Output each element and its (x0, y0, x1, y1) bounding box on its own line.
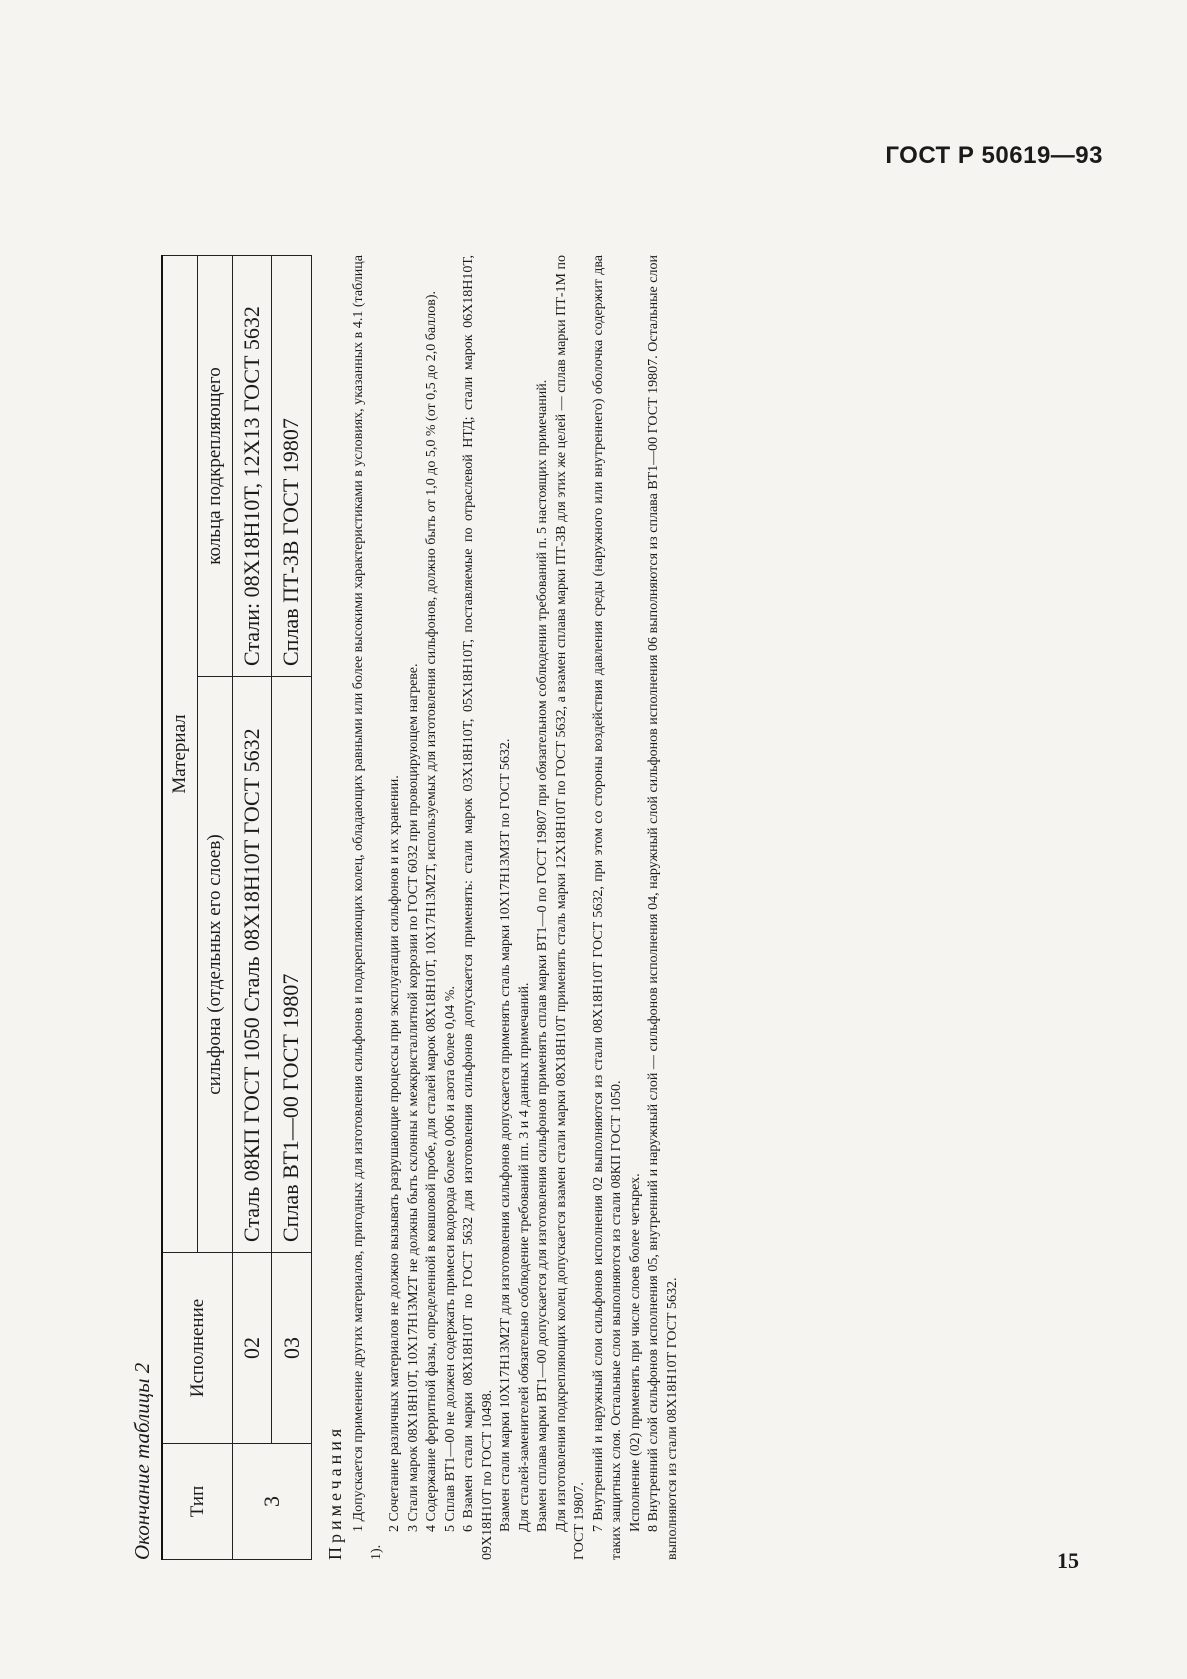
header-type: Тип (162, 1444, 233, 1560)
note-item: 1 Допускается применение других материалов, пригодных для изготовления сильфонов и подкрепляющих колец, обладающих равными или более высокими характеристиками в условиях, указанных в 4.1 (таблица 1). (350, 255, 384, 1560)
note-item: 8 Внутренний слой сильфонов исполнения 05, внутренний и наружный слой — сильфонов исполнения 04, наружный слой сильфонов исполнения 06 выполняются из сплава ВТ1—00 ГОСТ 19807. Остальные слои выполняются из стали 08Х18Н10Т ГОСТ 5632. (646, 255, 680, 1560)
header-execution: Исполнение (162, 1253, 233, 1444)
cell-ring: Стали: 08Х18Н10Т, 12Х13 ГОСТ 5632 (233, 256, 272, 677)
header-bellows: сильфона (отдельных его слоев) (198, 677, 233, 1253)
cell-type: 3 (233, 1444, 312, 1560)
note-item: Для изготовления подкрепляющих колец допускается взамен стали марки 08Х18Н10Т применять сталь марки 12Х18Н10Т по ГОСТ 5632, а взамен сплава марки ПТ-3В для этих же целей — сплав марки ПТ-1М по ГОСТ 19807. (553, 255, 588, 1560)
note-item: 4 Содержание ферритной фазы, определенной в ковшовой пробе, для сталей марок 08Х18Н10Т, 10Х17Н13М2Т, используемых для изготовления сильфонов, должно быть от 1,0 до 5,0 % (от 0,5 до 2,0 баллов). (424, 291, 440, 1532)
material-table (161, 255, 312, 1560)
note-item: 3 Стали марок 08Х18Н10Т, 10Х17Н13М2Т не должны быть склонны к межкристаллитной коррозии по ГОСТ 6032 при провоцирующем нагреве. (405, 663, 421, 1532)
cell-bellows: Сплав ВТ1—00 ГОСТ 19807 (272, 677, 311, 1253)
note-item: 5 Сплав ВТ1—00 не должен содержать примеси водорода более 0,006 и азота более 0,04 %. (442, 986, 458, 1532)
table-row (233, 256, 272, 1560)
cell-ring: Сплав ПТ-3В ГОСТ 19807 (272, 256, 311, 677)
rotated-content (130, 220, 960, 1560)
table-row (272, 256, 311, 1560)
note-item: Взамен стали марки 10Х17Н13М2Т для изготовления сильфонов допускается применять сталь марки 10Х17Н13М3Т по ГОСТ 5632. (498, 738, 514, 1532)
cell-bellows: Сталь 08КП ГОСТ 1050 Сталь 08Х18Н10Т ГОСТ 5632 (233, 677, 272, 1253)
cell-execution: 03 (272, 1253, 311, 1444)
table-caption: Окончание таблицы 2 (130, 1362, 154, 1560)
header-ring: кольца подкрепляющего (198, 256, 233, 677)
notes-section (324, 255, 682, 1560)
note-item: Для сталей-заменителей обязательно соблюдение требований пп. 3 и 4 данных примечаний. (516, 982, 532, 1532)
standard-header: ГОСТ Р 50619—93 (885, 142, 1103, 169)
note-item: 6 Взамен стали марки 08Х18Н10Т по ГОСТ 5632 для изготовления сильфонов допускается применять: стали марок 03Х18Н10Т, 05Х18Н10Т, поставляемые по отраслевой НТД; стали марок 06Х18Н10Т, 09Х18Н10Т по ГОСТ 10498. (461, 255, 495, 1560)
header-material: Материал (162, 256, 198, 1253)
cell-execution: 02 (233, 1253, 272, 1444)
note-item: Исполнение (02) применять при числе слоев более четырех. (627, 1173, 643, 1532)
note-item: Взамен сплава марки ВТ1—00 допускается для изготовления сильфонов применять сплав марки ВТ1—0 по ГОСТ 19807 при обязательном соблюдении требований п. 5 настоящих примечаний. (535, 379, 551, 1532)
page-number: 15 (1057, 1548, 1079, 1573)
notes-title: Примечания (324, 1424, 345, 1560)
note-item: 2 Сочетание различных материалов не должно вызывать разрушающие процессы при эксплуатации сильфонов и их хранении. (387, 775, 403, 1532)
note-item: 7 Внутренний и наружный слои сильфонов исполнения 02 выполняются из стали 08Х18Н10Т ГОСТ 5632, при этом со стороны воздействия давления среды (наружного или внутреннего) оболочка содержит два таких защитных слоя. Остальные слои выполняются из стали 08КП ГОСТ 1050. (590, 255, 625, 1560)
